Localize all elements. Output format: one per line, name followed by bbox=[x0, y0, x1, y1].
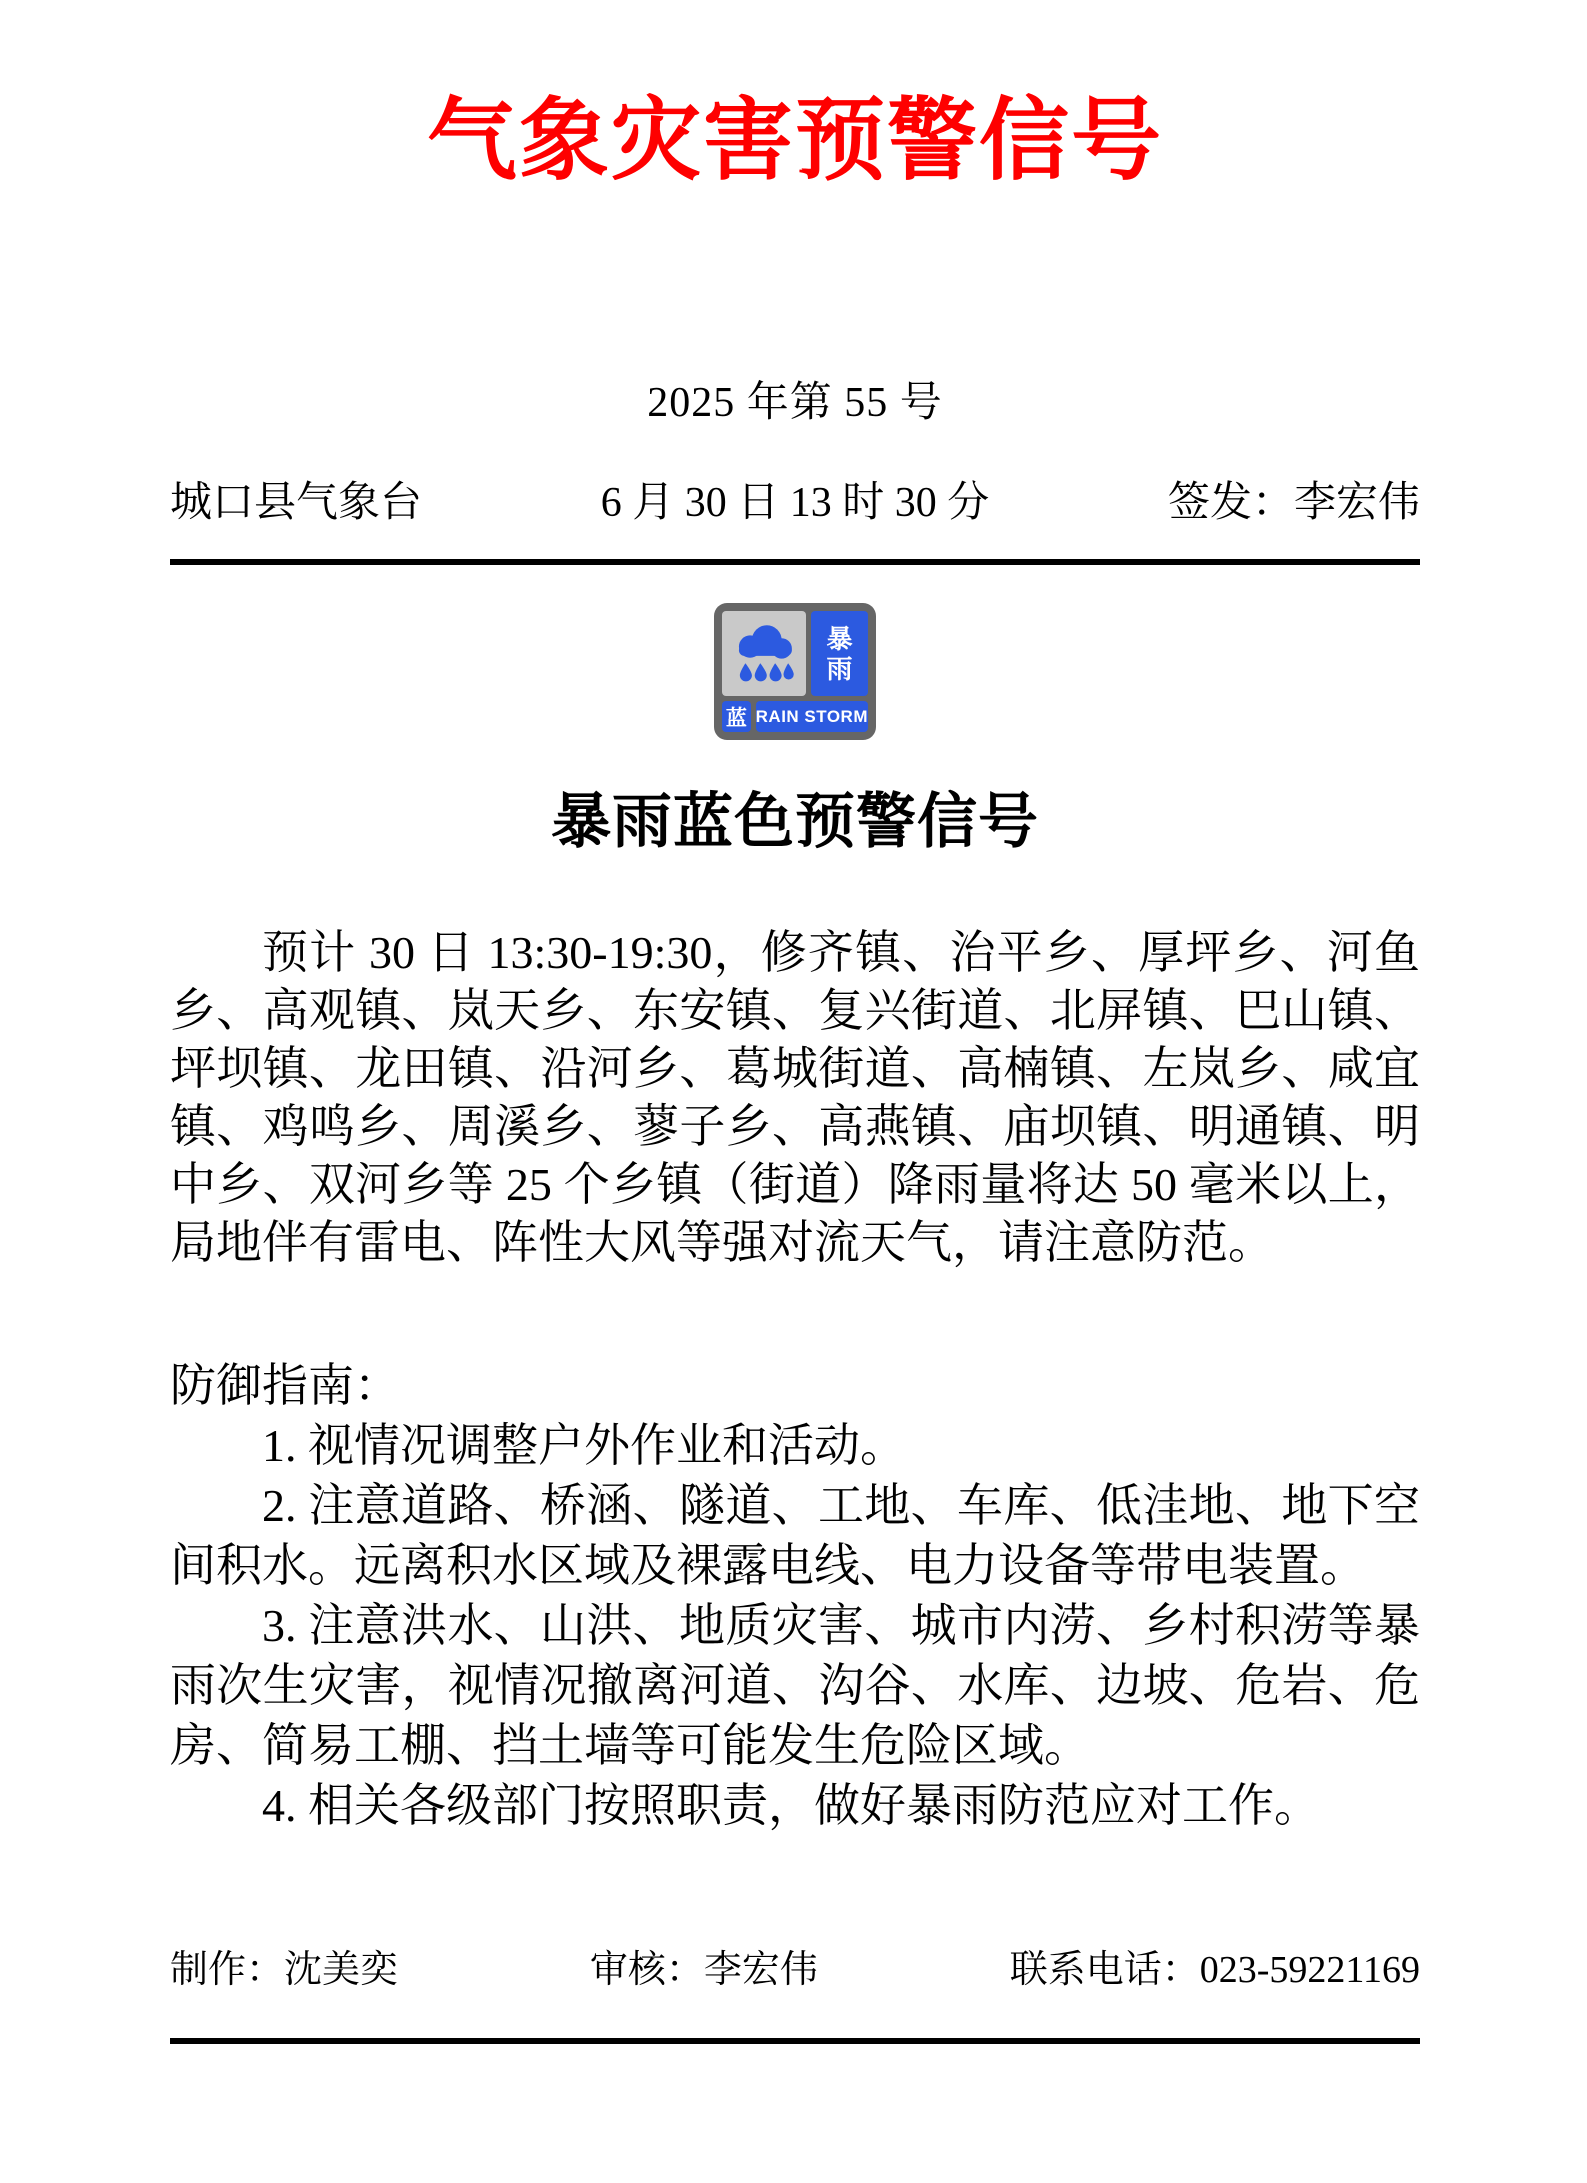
warning-icon-bottom-row bbox=[722, 701, 868, 732]
contact-phone: 联系电话：023-59221169 bbox=[1009, 1949, 1420, 1991]
warning-english-label: RAIN STORM bbox=[756, 701, 868, 732]
reviewer-name: 审核：李宏伟 bbox=[589, 1949, 818, 1991]
issue-number: 2025 年第 55 号 bbox=[647, 380, 943, 426]
issuer-name: 城口县气象台 bbox=[170, 480, 423, 526]
rain-cloud-icon bbox=[722, 611, 806, 696]
guidelines-heading: 防御指南： bbox=[170, 1360, 400, 1411]
footer-divider-line bbox=[170, 2038, 1420, 2044]
warning-level-badge: 蓝 bbox=[722, 701, 751, 732]
producer-name: 制作：沈美奕 bbox=[170, 1949, 399, 1991]
forecast-paragraph: 预计 30 日 13:30-19:30，修齐镇、治平乡、厚坪乡、河鱼乡、高观镇、岚天乡、东安镇、复兴街道、北屏镇、巴山镇、坪坝镇、龙田镇、沿河乡、葛城街道、高楠镇、左岚乡、咸宜镇、鸡鸣乡、周溪乡、蓼子乡、高燕镇、庙坝镇、明通镇、明中乡、双河乡等 25 个乡镇（街道）降雨量将达 50 毫米以上，局地伴有雷电、阵性大风等强对流天气，请注意防范。 bbox=[170, 927, 1420, 1268]
signed-by: 签发：李宏伟 bbox=[1167, 480, 1420, 526]
guideline-item-1: 1. 视情况调整户外作业和活动。 bbox=[262, 1420, 906, 1471]
issue-datetime: 6 月 30 日 13 时 30 分 bbox=[600, 480, 990, 526]
issuer-info-row bbox=[170, 469, 1420, 529]
warning-char-bottom: 雨 bbox=[826, 653, 853, 684]
warning-icon-container bbox=[170, 603, 1420, 740]
warning-signal-title: 暴雨蓝色预警信号 bbox=[551, 789, 1039, 855]
guideline-item-3: 3. 注意洪水、山洪、地质灾害、城市内涝、乡村积涝等暴雨次生灾害，视情况撤离河道、沟谷、水库、边坡、危岩、危房、简易工棚、挡土墙等可能发生危险区域。 bbox=[170, 1600, 1420, 1771]
warning-char-top: 暴 bbox=[826, 623, 853, 654]
guideline-item-4: 4. 相关各级部门按照职责，做好暴雨防范应对工作。 bbox=[262, 1780, 1320, 1831]
warning-type-chinese-label bbox=[811, 611, 868, 696]
header-divider-line bbox=[170, 559, 1420, 565]
document-footer bbox=[170, 1938, 1420, 1993]
rainstorm-blue-warning-icon bbox=[714, 603, 876, 740]
document-title: 气象灾害预警信号 bbox=[427, 92, 1163, 191]
guideline-item-2: 2. 注意道路、桥涵、隧道、工地、车库、低洼地、地下空间积水。远离积水区域及裸露电线、电力设备等带电装置。 bbox=[170, 1480, 1420, 1591]
